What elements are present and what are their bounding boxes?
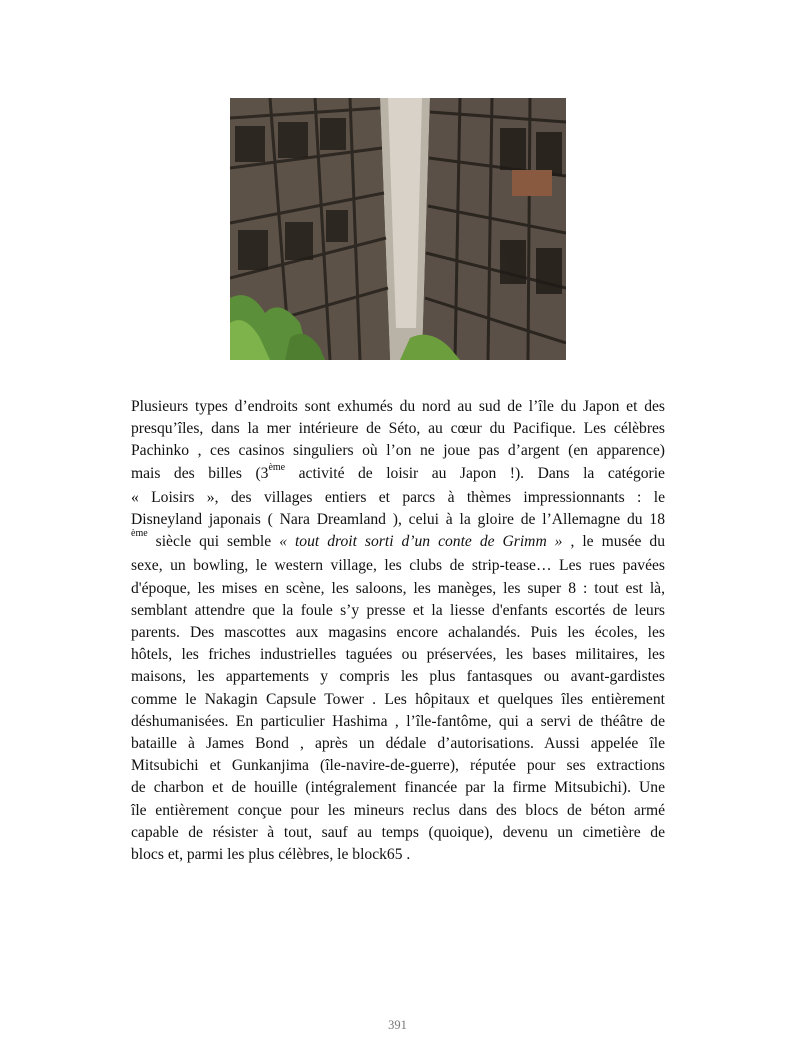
abandoned-building-photo xyxy=(230,98,566,360)
text-segment: , le musée du xyxy=(562,533,665,551)
text-line: de charbon et de houille (intégralement financée par la firme Mitsubichi). Une xyxy=(131,779,665,797)
text-line: maisons, les appartements y compris les plus fantasques ou avant-gardistes xyxy=(131,668,665,686)
text-line: comme le Nakagin Capsule Tower . Les hôpitaux et quelques îles entièrement xyxy=(131,690,665,708)
text-line: « Loisirs », des villages entiers et parcs à thèmes impressionnants : le xyxy=(131,488,665,506)
text-line: sexe, un bowling, le western village, les clubs de strip-tease… Les rues pavées xyxy=(131,557,665,575)
photo-illustration xyxy=(230,98,566,360)
text-line: parents. Des mascottes aux magasins encore achalandés. Puis les écoles, les xyxy=(131,624,665,642)
text-line: semblant attendre que la foule s’y presse et la liesse d'enfants escortés de leurs xyxy=(131,601,665,619)
text-line: bataille à James Bond , après un dédale d’autorisations. Aussi appelée île xyxy=(131,735,665,753)
text-line: d'époque, les mises en scène, les saloons, les manèges, les super 8 : tout est là, xyxy=(131,579,665,597)
text-line xyxy=(131,463,665,487)
text-line: presqu’îles, dans la mer intérieure de Séto, au cœur du Pacifique. Les célèbres xyxy=(131,420,665,438)
text-line: blocs et, parmi les plus célèbres, le block65 . xyxy=(131,846,411,864)
superscript: ème xyxy=(131,528,148,540)
text-line: Mitsubichi et Gunkanjima (île-navire-de-guerre), réputée pour ses extractions xyxy=(131,757,665,775)
body-paragraph xyxy=(131,396,665,866)
text-segment: siècle qui semble xyxy=(147,533,272,551)
superscript: ème xyxy=(268,461,286,473)
text-segment: mais des billes (3 xyxy=(131,464,269,482)
text-line: île entièrement conçue pour les mineurs reclus dans des blocs de béton armé xyxy=(131,801,665,819)
text-line: hôtels, les friches industrielles taguées ou préservées, les bases militaires, les xyxy=(131,646,665,664)
text-line xyxy=(131,528,665,555)
text-segment: activité de loisir au Japon !). Dans la catégorie xyxy=(285,464,665,482)
page-number: 391 xyxy=(388,1018,407,1032)
text-line: déshumanisées. En particulier Hashima , l’île-fantôme, qui a servi de théâtre de xyxy=(131,712,665,730)
quoted-title: « tout droit sorti d’un conte de Grimm » xyxy=(279,533,563,551)
text-line: Disneyland japonais ( Nara Dreamland ), celui à la gloire de l’Allemagne du 18 xyxy=(131,511,665,529)
text-line: Plusieurs types d’endroits sont exhumés du nord au sud de l’île du Japon et des xyxy=(131,398,665,415)
text-line: Pachinko , ces casinos singuliers où l’on ne joue pas d’argent (en apparence) xyxy=(131,442,665,460)
text-line: capable de résister à tout, sauf au temps (quoique), devenu un cimetière de xyxy=(131,823,665,841)
